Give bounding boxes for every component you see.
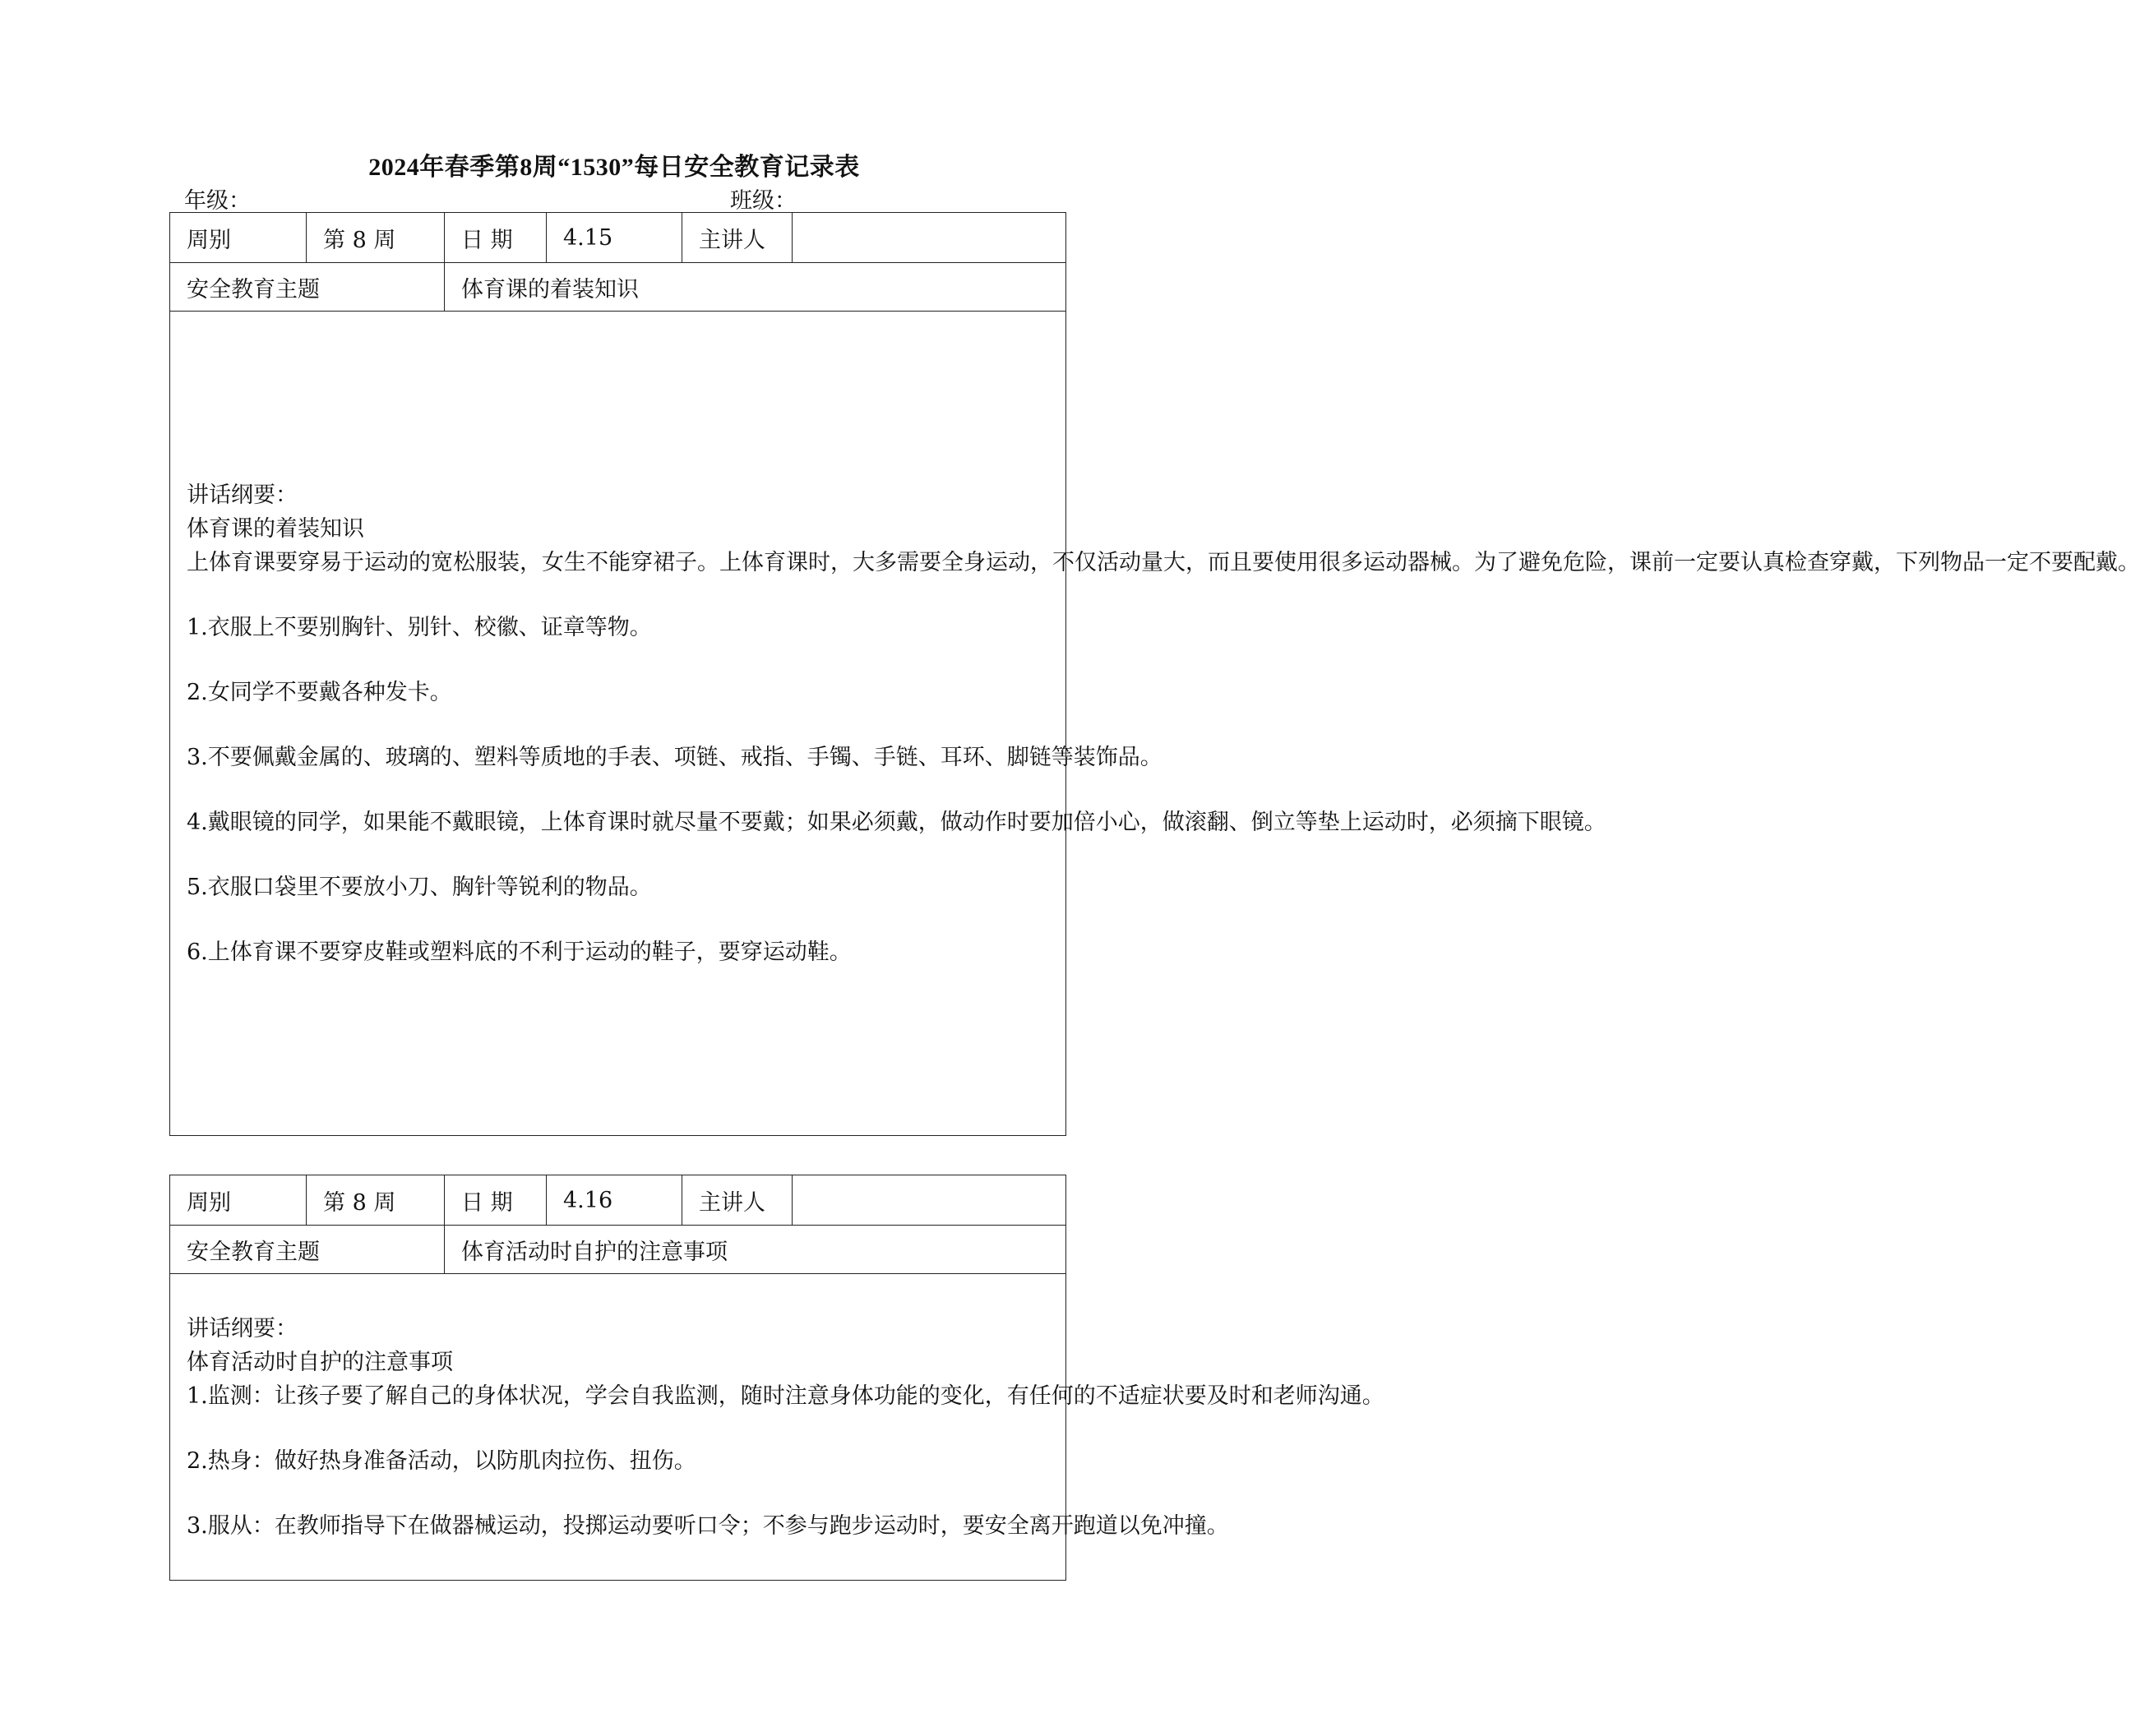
theme-label: 安全教育主题	[170, 1226, 445, 1274]
speaker-value	[793, 1175, 1066, 1226]
record-table-2	[169, 1175, 1384, 1581]
theme-value: 体育活动时自护的注意事项	[445, 1226, 1066, 1274]
outline-item: 2.热身：做好热身准备活动，以防肌肉拉伤、扭伤。	[187, 1447, 696, 1474]
week-label: 周别	[170, 1175, 307, 1226]
document-title: 2024年春季第8周“1530”每日安全教育记录表	[368, 154, 860, 181]
date-value: 4.15	[547, 213, 682, 263]
outline-item: 4.戴眼镜的同学，如果能不戴眼镜，上体育课时就尽量不要戴；如果必须戴，做动作时要加倍小心，做滚翻、倒立等垫上运动时，必须摘下眼镜。	[187, 809, 1606, 835]
speaker-value	[793, 213, 1066, 263]
outline-item: 3.不要佩戴金属的、玻璃的、塑料等质地的手表、项链、戒指、手镯、手链、耳环、脚链等装饰品。	[187, 744, 1162, 770]
outline-item: 3.服从：在教师指导下在做器械运动，投掷运动要听口令；不参与跑步运动时，要安全离开跑道以免冲撞。	[187, 1512, 1229, 1539]
week-value: 第 8 周	[307, 1175, 445, 1226]
outline-row	[170, 312, 1066, 1136]
record-table-1	[169, 212, 2140, 1136]
outline-title: 体育活动时自护的注意事项	[187, 1349, 453, 1375]
outline-item: 6.上体育课不要穿皮鞋或塑料底的不利于运动的鞋子，要穿运动鞋。	[187, 939, 852, 965]
week-label: 周别	[170, 213, 307, 263]
theme-value: 体育课的着装知识	[445, 263, 1066, 312]
speaker-label: 主讲人	[682, 1175, 793, 1226]
class-label: 班级：	[730, 188, 797, 214]
outline-item: 5.衣服口袋里不要放小刀、胸针等锐利的物品。	[187, 874, 652, 900]
outline-item: 1.监测：让孩子要了解自己的身体状况，学会自我监测，随时注意身体功能的变化，有任何的不适症状要及时和老师沟通。	[187, 1383, 1384, 1409]
theme-row	[170, 263, 1066, 312]
outline-content	[170, 312, 2140, 1136]
date-label: 日 期	[445, 1175, 547, 1226]
theme-row	[170, 1226, 1066, 1274]
week-value: 第 8 周	[307, 213, 445, 263]
theme-label: 安全教育主题	[170, 263, 445, 312]
outline-intro: 上体育课要穿易于运动的宽松服装，女生不能穿裙子。上体育课时，大多需要全身运动，不仅活动量大，而且要使用很多运动器械。为了避免危险，课前一定要认真检查穿戴，下列物品一定不要配戴。	[187, 549, 2140, 575]
record-header-row	[170, 213, 1066, 263]
outline-label: 讲话纲要：	[187, 1315, 298, 1341]
speaker-label: 主讲人	[682, 213, 793, 263]
grade-label: 年级：	[184, 188, 251, 214]
date-label: 日 期	[445, 213, 547, 263]
record-header-row	[170, 1175, 1066, 1226]
outline-title: 体育课的着装知识	[187, 515, 364, 542]
date-value: 4.16	[547, 1175, 682, 1226]
outline-item: 2.女同学不要戴各种发卡。	[187, 679, 452, 705]
outline-row	[170, 1274, 1066, 1581]
outline-content	[170, 1274, 1384, 1581]
outline-item: 1.衣服上不要别胸针、别针、校徽、证章等物。	[187, 614, 652, 640]
outline-label: 讲话纲要：	[187, 482, 298, 508]
